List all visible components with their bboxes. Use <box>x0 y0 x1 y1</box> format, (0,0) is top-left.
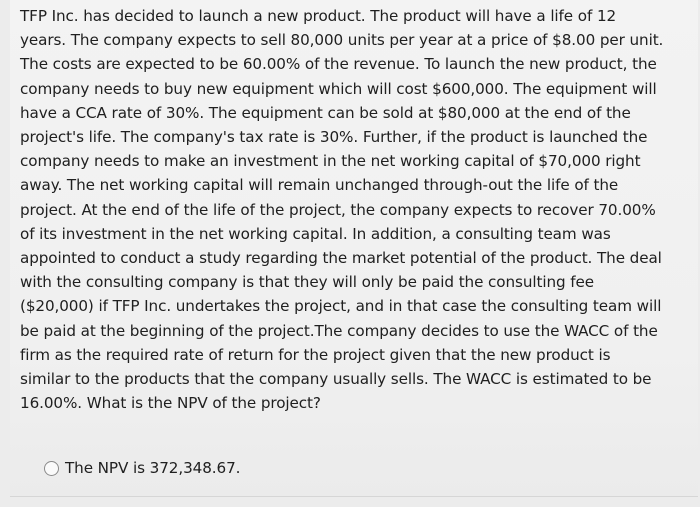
question-line: company needs to make an investment in the net working capital of $70,000 right <box>20 152 641 171</box>
question-line: company needs to buy new equipment which will cost $600,000. The equipment will <box>20 79 657 98</box>
question-line: similar to the products that the company usually sells. The WACC is estimated to be <box>20 370 652 389</box>
question-line: 16.00%. What is the NPV of the project? <box>20 394 321 413</box>
question-line: The costs are expected to be 60.00% of the revenue. To launch the new product, the <box>20 55 657 74</box>
answer-option[interactable] <box>44 457 240 479</box>
question-line: be paid at the beginning of the project.The company decides to use the WACC of the <box>20 321 658 340</box>
question-line: appointed to conduct a study regarding the market potential of the product. The deal <box>20 249 662 268</box>
question-text <box>20 4 688 415</box>
question-line: TFP Inc. has decided to launch a new product. The product will have a life of 12 <box>20 7 617 25</box>
question-line: firm as the required rate of return for the project given that the new product is <box>20 345 611 364</box>
question-line: project's life. The company's tax rate is 30%. Further, if the product is launched the <box>20 128 648 147</box>
question-line: with the consulting company is that they will only be paid the consulting fee <box>20 273 594 292</box>
question-line: years. The company expects to sell 80,000 units per year at a price of $8.00 per unit. <box>20 31 664 50</box>
question-line: have a CCA rate of 30%. The equipment can be sold at $80,000 at the end of the <box>20 103 631 122</box>
question-line: of its investment in the net working capital. In addition, a consulting team was <box>20 224 611 243</box>
question-line: ($20,000) if TFP Inc. undertakes the project, and in that case the consulting team will <box>20 297 662 316</box>
question-line: away. The net working capital will remain unchanged through-out the life of the <box>20 176 619 195</box>
question-card <box>10 0 698 497</box>
question-line: project. At the end of the life of the project, the company expects to recover 70.00% <box>20 200 656 219</box>
answer-option-label: The NPV is 372,348.67. <box>65 459 241 477</box>
radio-button[interactable] <box>44 461 59 476</box>
